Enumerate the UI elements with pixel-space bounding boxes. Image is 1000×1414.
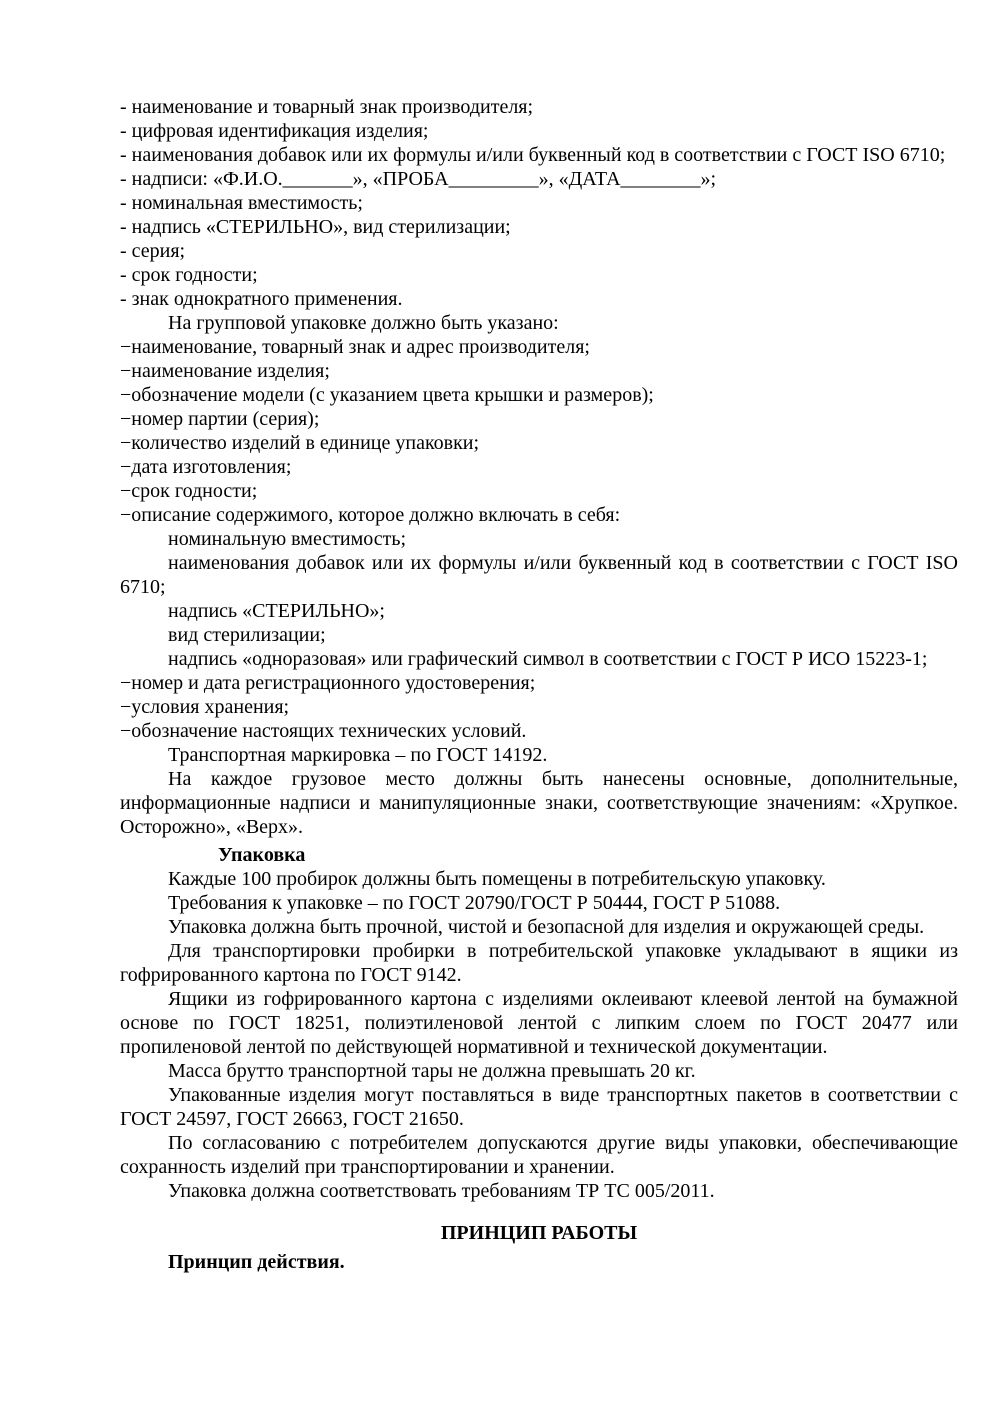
indented-line: надпись «СТЕРИЛЬНО»; [168, 600, 385, 622]
list-item: −номер и дата регистрационного удостоверения; [120, 672, 536, 694]
paragraph: Для транспортировки пробирки в потребительской упаковке укладывают в ящики из гофрированного картона по ГОСТ 9142. [120, 940, 958, 986]
list-item: - надпись «СТЕРИЛЬНО», вид стерилизации; [120, 216, 511, 238]
paragraph: Упаковка должна быть прочной, чистой и безопасной для изделия и окружающей среды. [168, 916, 925, 938]
paragraph: Каждые 100 пробирок должны быть помещены в потребительскую упаковку. [168, 868, 826, 890]
list-item: −наименование, товарный знак и адрес производителя; [120, 336, 590, 358]
paragraph: По согласованию с потребителем допускаются другие виды упаковки, обеспечивающие сохранность изделий при транспортировании и хранении. [120, 1132, 958, 1178]
list-item: −наименование изделия; [120, 360, 330, 382]
list-item: −описание содержимого, которое должно включать в себя: [120, 504, 621, 526]
indented-line: вид стерилизации; [168, 624, 326, 646]
list-item: - цифровая идентификация изделия; [120, 120, 429, 142]
list-item: - знак однократного применения. [120, 288, 403, 310]
list-item: −дата изготовления; [120, 456, 292, 478]
list-item: - наименование и товарный знак производителя; [120, 96, 534, 118]
list-item: - наименования добавок или их формулы и/или буквенный код в соответствии с ГОСТ ISO 6710; [120, 144, 946, 166]
indented-line: На групповой упаковке должно быть указано: [168, 312, 559, 334]
list-item: −количество изделий в единице упаковки; [120, 432, 480, 454]
indented-line: наименования добавок или их формулы и/или буквенный код в соответствии с ГОСТ ISO 6710; [120, 552, 958, 598]
paragraph: Требования к упаковке – по ГОСТ 20790/ГОСТ Р 50444, ГОСТ Р 51088. [168, 892, 781, 914]
paragraph: Масса брутто транспортной тары не должна превышать 20 кг. [168, 1060, 696, 1082]
indented-line: надпись «одноразовая» или графический символ в соответствии с ГОСТ Р ИСО 15223-1; [168, 648, 928, 670]
paragraph: Упакованные изделия могут поставляться в виде транспортных пакетов в соответствии с ГОСТ 24597, ГОСТ 26663, ГОСТ 21650. [120, 1084, 958, 1130]
list-item: - серия; [120, 240, 186, 262]
section-subheading: Упаковка [218, 844, 306, 866]
indented-line: Транспортная маркировка – по ГОСТ 14192. [168, 744, 548, 766]
paragraph: Ящики из гофрированного картона с изделиями оклеивают клеевой лентой на бумажной основе по ГОСТ 18251, полиэтиленовой лентой с липким слоем по ГОСТ 20477 или пропиленовой лентой по действующей нормативной и технической документации. [120, 988, 958, 1058]
list-item: −обозначение настоящих технических условий. [120, 720, 527, 742]
indented-line: номинальную вместимость; [168, 528, 407, 550]
list-item: - срок годности; [120, 264, 258, 286]
paragraph-bold-lead: Принцип действия. [168, 1251, 345, 1273]
list-item: −срок годности; [120, 480, 258, 502]
section-heading: ПРИНЦИП РАБОТЫ [440, 1222, 638, 1244]
paragraph: Упаковка должна соответствовать требованиям ТР ТС 005/2011. [168, 1180, 715, 1202]
list-item: −номер партии (серия); [120, 408, 320, 430]
list-item: - надписи: «Ф.И.О._______», «ПРОБА_________», «ДАТА________»; [120, 168, 717, 190]
document-body [120, 95, 958, 1274]
list-item: −условия хранения; [120, 696, 290, 718]
list-item: −обозначение модели (с указанием цвета крышки и размеров); [120, 384, 654, 406]
paragraph: На каждое грузовое место должны быть нанесены основные, дополнительные, информационные надписи и манипуляционные знаки, соответствующие значениям: «Хрупкое. Осторожно», «Верх». [120, 768, 958, 838]
list-item: - номинальная вместимость; [120, 192, 363, 214]
